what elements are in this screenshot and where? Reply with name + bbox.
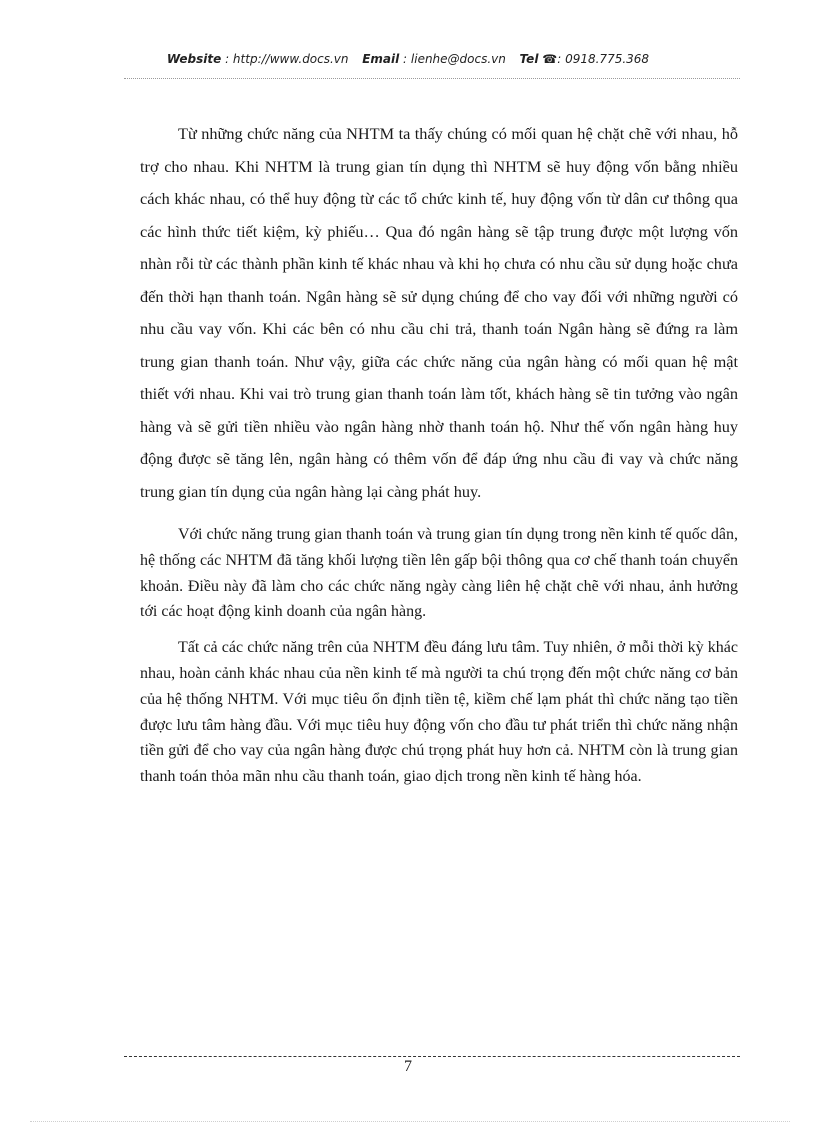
tel-label: Tel xyxy=(519,52,539,66)
page-bottom-border xyxy=(30,1121,790,1122)
email-link[interactable]: : lienhe@docs.vn xyxy=(403,52,506,66)
header-divider xyxy=(124,78,740,79)
page-header xyxy=(0,52,816,66)
website-link[interactable]: : http://www.docs.vn xyxy=(225,52,349,66)
document-body xyxy=(140,118,738,800)
paragraph-3: Tất cả các chức năng trên của NHTM đều đáng lưu tâm. Tuy nhiên, ở mỗi thời kỳ khác nhau, hoàn cảnh khác nhau của nền kinh tế mà người ta chú trọng đến một chức năng cơ bản của hệ thống NHTM. Với mục tiêu ổn định tiền tệ, kiềm chế lạm phát thì chức năng tạo tiền được lưu tâm hàng đầu. Với mục tiêu huy động vốn cho đầu tư phát triển thì chức năng nhận tiền gửi để cho vay của ngân hàng được chú trọng phát huy hơn cả. NHTM còn là trung gian thanh toán thỏa mãn nhu cầu thanh toán, giao dịch trong nền kinh tế hàng hóa. xyxy=(140,639,738,786)
website-label: Website xyxy=(166,52,222,66)
tel-value: : 0918.775.368 xyxy=(557,52,650,66)
paragraph-1: Từ những chức năng của NHTM ta thấy chúng có mối quan hệ chặt chẽ với nhau, hỗ trợ cho nhau. Khi NHTM là trung gian tín dụng thì NHTM sẽ huy động vốn bằng nhiều cách khác nhau, có thể huy động từ các tổ chức kinh tế, huy động vốn từ dân cư thông qua các hình thức tiết kiệm, kỳ phiếu… Qua đó ngân hàng sẽ tập trung được một lượng vốn nhàn rỗi từ các thành phần kinh tế khác nhau và khi họ chưa có nhu cầu sử dụng hoặc chưa đến thời hạn thanh toán. Ngân hàng sẽ sử dụng chúng để cho vay đối với những người có nhu cầu vay vốn. Khi các bên có nhu cầu chi trả, thanh toán Ngân hàng sẽ đứng ra làm trung gian thanh toán. Như vậy, giữa các chức năng của ngân hàng có mối quan hệ mật thiết với nhau. Khi vai trò trung gian thanh toán làm tốt, khách hàng sẽ tin tưởng vào ngân hàng và sẽ gửi tiền nhiều vào ngân hàng nhờ thanh toán hộ. Như thế vốn ngân hàng huy động được sẽ tăng lên, ngân hàng có thêm vốn để đáp ứng nhu cầu đi vay và chức năng trung gian tín dụng của ngân hàng lại càng phát huy. xyxy=(140,124,738,501)
page-number: 7 xyxy=(404,1058,412,1075)
paragraph-2: Với chức năng trung gian thanh toán và trung gian tín dụng trong nền kinh tế quốc dân, hệ thống các NHTM đã tăng khối lượng tiền lên gấp bội thông qua cơ chế thanh toán chuyển khoản. Điều này đã làm cho các chức năng ngày càng liên hệ chặt chẽ với nhau, ảnh hưởng tới các hoạt động kinh doanh của ngân hàng. xyxy=(140,526,738,621)
phone-icon: ☎ xyxy=(542,52,558,66)
footer-divider xyxy=(124,1056,740,1057)
email-label: Email xyxy=(362,52,400,66)
